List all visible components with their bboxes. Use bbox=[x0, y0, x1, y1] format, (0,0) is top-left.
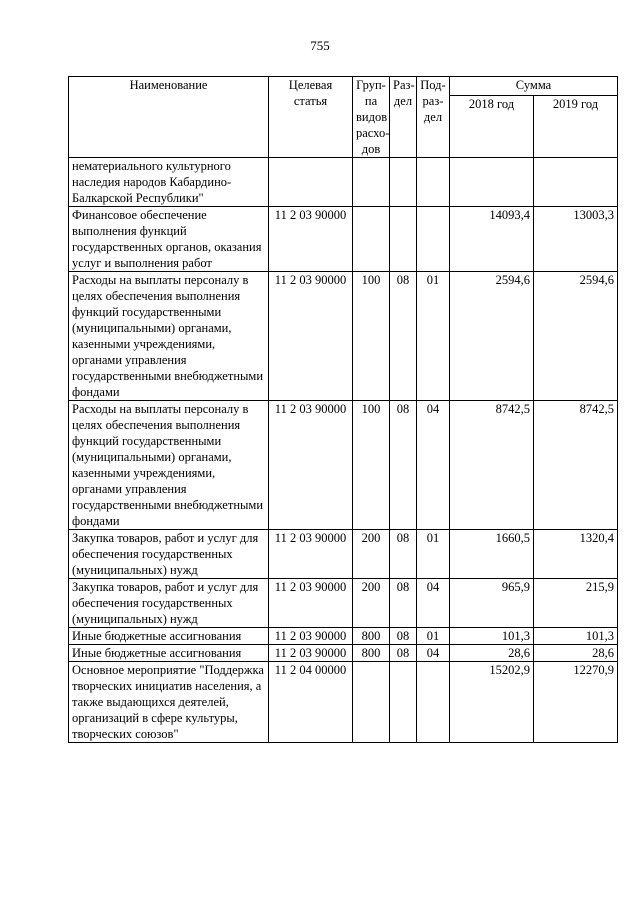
cell-target-article: 11 2 03 90000 bbox=[269, 628, 353, 645]
cell-amount-2018: 8742,5 bbox=[450, 401, 534, 530]
cell-subsection: 01 bbox=[417, 272, 450, 401]
cell-target-article: 11 2 03 90000 bbox=[269, 579, 353, 628]
cell-section: 08 bbox=[390, 579, 417, 628]
table-row bbox=[69, 158, 618, 207]
cell-name: Закупка товаров, работ и услуг для обеспечения государственных (муниципальных) нужд bbox=[69, 530, 269, 579]
cell-target-article bbox=[269, 158, 353, 207]
cell-expense-group: 200 bbox=[353, 579, 390, 628]
cell-target-article: 11 2 03 90000 bbox=[269, 272, 353, 401]
cell-amount-2018: 28,6 bbox=[450, 645, 534, 662]
cell-amount-2019: 101,3 bbox=[534, 628, 618, 645]
cell-subsection bbox=[417, 158, 450, 207]
cell-amount-2019: 1320,4 bbox=[534, 530, 618, 579]
table-row bbox=[69, 207, 618, 272]
cell-section bbox=[390, 662, 417, 743]
table-row bbox=[69, 662, 618, 743]
cell-subsection bbox=[417, 207, 450, 272]
cell-expense-group bbox=[353, 207, 390, 272]
cell-expense-group: 100 bbox=[353, 272, 390, 401]
cell-amount-2018: 965,9 bbox=[450, 579, 534, 628]
header-expense-group: Груп-па видов расхо-дов bbox=[353, 77, 390, 158]
table-row bbox=[69, 628, 618, 645]
table-header bbox=[69, 77, 618, 158]
cell-name: Финансовое обеспечение выполнения функций государственных органов, оказания услуг и выполнения работ bbox=[69, 207, 269, 272]
table-row bbox=[69, 272, 618, 401]
cell-section: 08 bbox=[390, 628, 417, 645]
cell-expense-group bbox=[353, 662, 390, 743]
cell-expense-group bbox=[353, 158, 390, 207]
cell-amount-2019: 2594,6 bbox=[534, 272, 618, 401]
cell-expense-group: 200 bbox=[353, 530, 390, 579]
budget-table bbox=[68, 76, 618, 743]
header-subsection: Под-раз-дел bbox=[417, 77, 450, 158]
header-name: Наименование bbox=[69, 77, 269, 158]
cell-name: Основное мероприятие "Поддержка творческих инициатив населения, а также выдающихся деятелей, организаций в сфере культуры, творческих союзов" bbox=[69, 662, 269, 743]
cell-name: Иные бюджетные ассигнования bbox=[69, 628, 269, 645]
cell-amount-2018: 1660,5 bbox=[450, 530, 534, 579]
cell-subsection: 04 bbox=[417, 579, 450, 628]
page-number: 755 bbox=[310, 38, 330, 53]
cell-amount-2018 bbox=[450, 158, 534, 207]
cell-amount-2019: 8742,5 bbox=[534, 401, 618, 530]
header-target-article: Целевая статья bbox=[269, 77, 353, 158]
cell-amount-2019: 215,9 bbox=[534, 579, 618, 628]
cell-amount-2018: 2594,6 bbox=[450, 272, 534, 401]
cell-name: Расходы на выплаты персоналу в целях обеспечения выполнения функций государственными (муниципальными) органами, казенными учреждениями, органами управления государственными внебюджетными фондами bbox=[69, 401, 269, 530]
cell-amount-2019: 28,6 bbox=[534, 645, 618, 662]
table-row bbox=[69, 530, 618, 579]
cell-subsection: 01 bbox=[417, 530, 450, 579]
cell-target-article: 11 2 03 90000 bbox=[269, 645, 353, 662]
cell-subsection bbox=[417, 662, 450, 743]
table-body bbox=[69, 158, 618, 743]
cell-section bbox=[390, 158, 417, 207]
cell-subsection: 04 bbox=[417, 645, 450, 662]
cell-amount-2019 bbox=[534, 158, 618, 207]
cell-name: Расходы на выплаты персоналу в целях обеспечения выполнения функций государственными (муниципальными) органами, казенными учреждениями, органами управления государственными внебюджетными фондами bbox=[69, 272, 269, 401]
cell-subsection: 01 bbox=[417, 628, 450, 645]
cell-amount-2018: 14093,4 bbox=[450, 207, 534, 272]
header-amount: Сумма bbox=[450, 77, 618, 96]
header-year-2018: 2018 год bbox=[450, 96, 534, 158]
cell-section bbox=[390, 207, 417, 272]
cell-section: 08 bbox=[390, 645, 417, 662]
cell-section: 08 bbox=[390, 272, 417, 401]
cell-amount-2018: 101,3 bbox=[450, 628, 534, 645]
cell-name: Иные бюджетные ассигнования bbox=[69, 645, 269, 662]
table-row bbox=[69, 401, 618, 530]
cell-amount-2018: 15202,9 bbox=[450, 662, 534, 743]
cell-name: Закупка товаров, работ и услуг для обеспечения государственных (муниципальных) нужд bbox=[69, 579, 269, 628]
cell-expense-group: 800 bbox=[353, 628, 390, 645]
cell-target-article: 11 2 03 90000 bbox=[269, 207, 353, 272]
header-year-2019: 2019 год bbox=[534, 96, 618, 158]
table-row bbox=[69, 645, 618, 662]
header-section: Раз-дел bbox=[390, 77, 417, 158]
cell-amount-2019: 12270,9 bbox=[534, 662, 618, 743]
cell-section: 08 bbox=[390, 401, 417, 530]
table-row bbox=[69, 579, 618, 628]
cell-target-article: 11 2 03 90000 bbox=[269, 530, 353, 579]
cell-expense-group: 800 bbox=[353, 645, 390, 662]
cell-name: нематериального культурного наследия народов Кабардино-Балкарской Республики" bbox=[69, 158, 269, 207]
cell-expense-group: 100 bbox=[353, 401, 390, 530]
cell-target-article: 11 2 03 90000 bbox=[269, 401, 353, 530]
cell-section: 08 bbox=[390, 530, 417, 579]
cell-subsection: 04 bbox=[417, 401, 450, 530]
cell-amount-2019: 13003,3 bbox=[534, 207, 618, 272]
cell-target-article: 11 2 04 00000 bbox=[269, 662, 353, 743]
